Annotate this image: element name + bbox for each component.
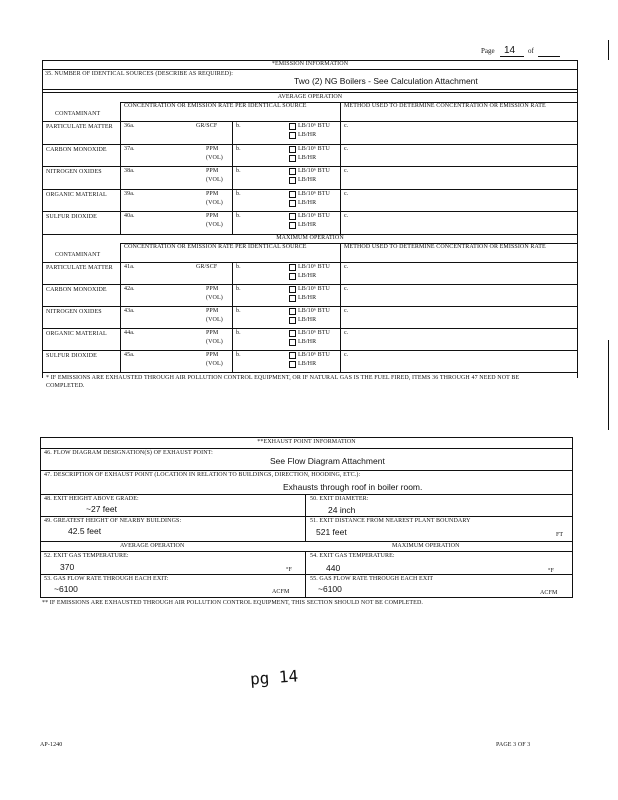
- q54-value[interactable]: 440: [326, 563, 341, 573]
- contaminant-name: ORGANIC MATERIAL: [46, 331, 107, 337]
- contaminant-name: CARBON MONOXIDE: [46, 287, 107, 293]
- col-contaminant: CONTAMINANT: [55, 111, 101, 117]
- lb-btu-label: LB/10⁶ BTU: [298, 168, 330, 175]
- item-number: 43a.: [124, 308, 135, 314]
- q51-value[interactable]: 521 feet: [316, 527, 347, 537]
- q49-value[interactable]: 42.5 feet: [68, 526, 102, 536]
- lb-btu-label: LB/10⁶ BTU: [298, 213, 330, 220]
- lb-hr-label: LB/HR: [298, 317, 317, 323]
- contaminant-name: SULFUR DIOXIDE: [46, 353, 97, 359]
- lb-hr-label: LB/HR: [298, 132, 317, 138]
- q54-label: 54. EXIT GAS TEMPERATURE:: [310, 553, 395, 559]
- q55-value[interactable]: ~6100: [318, 584, 342, 594]
- lb-hr-checkbox[interactable]: [289, 222, 296, 229]
- lb-btu-label: LB/10⁶ BTU: [298, 352, 330, 358]
- q53-value[interactable]: ~6100: [54, 584, 78, 594]
- col-rate: CONCENTRATION OR EMISSION RATE PER IDENTICAL SOURCE: [124, 103, 307, 109]
- c-label: c.: [344, 123, 349, 129]
- unit-primary: PPM: [206, 352, 219, 358]
- lb-btu-checkbox[interactable]: [289, 308, 296, 315]
- contaminant-name: CARBON MONOXIDE: [46, 146, 107, 153]
- lb-btu-checkbox[interactable]: [289, 168, 296, 175]
- item-number: 44a.: [124, 330, 135, 336]
- c-label: c.: [344, 352, 349, 358]
- unit-secondary: (VOL): [206, 154, 223, 161]
- contaminant-name: ORGANIC MATERIAL: [46, 191, 107, 198]
- unit-secondary: (VOL): [206, 177, 223, 184]
- unit-secondary: (VOL): [206, 361, 223, 367]
- emission-footnote: * IF EMISSIONS ARE EXHAUSTED THROUGH AIR POLLUTION CONTROL EQUIPMENT, OR IF NATURAL GAS IS THE FUEL FIRED, ITEMS 36 THROUGH 47 NEED NOT BE COMPLETED.: [46, 375, 520, 389]
- lb-btu-checkbox[interactable]: [289, 191, 296, 198]
- lb-btu-label: LB/10⁶ BTU: [298, 330, 330, 336]
- q35-value[interactable]: Two (2) NG Boilers - See Calculation Attachment: [294, 76, 478, 86]
- q55-label: 55. GAS FLOW RATE THROUGH EACH EXIT: [310, 576, 434, 582]
- page-number: 14: [504, 45, 516, 56]
- lb-btu-label: LB/10⁶ BTU: [298, 308, 330, 314]
- lb-hr-label: LB/HR: [298, 339, 317, 345]
- c-label: c.: [344, 264, 349, 270]
- q46-value[interactable]: See Flow Diagram Attachment: [270, 456, 385, 466]
- c-label: c.: [344, 286, 349, 292]
- unit-primary: PPM: [206, 308, 219, 314]
- exhaust-footnote: ** IF EMISSIONS ARE EXHAUSTED THROUGH AIR POLLUTION CONTROL EQUIPMENT, THIS SECTION SHOULD NOT BE COMPLETED.: [42, 600, 423, 606]
- item-number: 39a.: [124, 190, 135, 197]
- unit-primary: PPM: [206, 330, 219, 336]
- q47-value[interactable]: Exhausts through roof in boiler room.: [283, 482, 423, 492]
- lb-hr-checkbox[interactable]: [289, 273, 296, 280]
- lb-hr-checkbox[interactable]: [289, 177, 296, 184]
- lb-hr-label: LB/HR: [298, 154, 317, 161]
- item-number: 36a.: [124, 123, 135, 129]
- lb-hr-checkbox[interactable]: [289, 361, 296, 368]
- b-label: b.: [236, 352, 241, 358]
- c-label: c.: [344, 145, 349, 152]
- lb-hr-label: LB/HR: [298, 295, 317, 301]
- lb-btu-label: LB/10⁶ BTU: [298, 264, 330, 270]
- unit-primary: PPM: [206, 190, 219, 197]
- col-rate-max: CONCENTRATION OR EMISSION RATE PER IDENTICAL SOURCE: [124, 244, 307, 250]
- unit-primary: PPM: [206, 168, 219, 175]
- lb-hr-label: LB/HR: [298, 361, 317, 367]
- lb-hr-label: LB/HR: [298, 199, 317, 206]
- item-number: 45a.: [124, 352, 135, 358]
- lb-hr-checkbox[interactable]: [289, 295, 296, 302]
- q52-value[interactable]: 370: [60, 562, 75, 572]
- unit-secondary: (VOL): [206, 199, 223, 206]
- q51-label: 51. EXIT DISTANCE FROM NEAREST PLANT BOUNDARY: [310, 518, 471, 524]
- lb-btu-checkbox[interactable]: [289, 123, 296, 130]
- q47-label: 47. DESCRIPTION OF EXHAUST POINT (LOCATION IN RELATION TO BUILDINGS, DIRECTION, HOODING, ETC.):: [44, 472, 361, 478]
- emission-title: *EMISSION INFORMATION: [271, 61, 349, 67]
- q49-label: 49. GREATEST HEIGHT OF NEARBY BUILDINGS:: [44, 518, 182, 524]
- lb-hr-checkbox[interactable]: [289, 317, 296, 324]
- contaminant-name: PARTICULATE MATTER: [46, 265, 113, 271]
- exhaust-avg-title: AVERAGE OPERATION: [120, 543, 185, 549]
- lb-hr-checkbox[interactable]: [289, 339, 296, 346]
- q54-unit: °F: [548, 568, 554, 574]
- c-label: c.: [344, 213, 349, 220]
- b-label: b.: [236, 123, 241, 129]
- col-contaminant-max: CONTAMINANT: [55, 252, 101, 258]
- item-number: 41a.: [124, 264, 135, 270]
- contaminant-name: NITROGEN OXIDES: [46, 309, 102, 315]
- page-of: PAGE 3 OF 3: [496, 742, 531, 748]
- b-label: b.: [236, 330, 241, 336]
- unit-primary: GR/SCF: [196, 123, 218, 129]
- c-label: c.: [344, 190, 349, 197]
- col-method-max: METHOD USED TO DETERMINE CONCENTRATION OR EMISSION RATE: [344, 244, 546, 250]
- handwritten-page-note: pg 14: [249, 666, 299, 689]
- b-label: b.: [236, 190, 241, 197]
- q46-label: 46. FLOW DIAGRAM DESIGNATION(S) OF EXHAUST POINT:: [44, 450, 213, 456]
- of-label: of: [528, 47, 534, 55]
- unit-primary: GR/SCF: [196, 264, 218, 270]
- lb-hr-label: LB/HR: [298, 177, 317, 184]
- exhaust-max-title: MAXIMUM OPERATION: [392, 543, 460, 549]
- q35-label: 35. NUMBER OF IDENTICAL SOURCES (DESCRIBE AS REQUIRED):: [45, 71, 233, 77]
- q48-label: 48. EXIT HEIGHT ABOVE GRADE:: [44, 496, 139, 502]
- lb-btu-checkbox[interactable]: [289, 330, 296, 337]
- page-label: Page: [481, 47, 495, 55]
- unit-primary: PPM: [206, 213, 219, 220]
- unit-primary: PPM: [206, 286, 219, 292]
- lb-hr-label: LB/HR: [298, 273, 317, 279]
- unit-secondary: (VOL): [206, 222, 223, 229]
- item-number: 38a.: [124, 168, 135, 175]
- b-label: b.: [236, 264, 241, 270]
- q52-label: 52. EXIT GAS TEMPERATURE:: [44, 553, 129, 559]
- q51-unit: FT: [556, 532, 564, 538]
- b-label: b.: [236, 213, 241, 220]
- b-label: b.: [236, 286, 241, 292]
- unit-secondary: (VOL): [206, 317, 223, 323]
- lb-btu-label: LB/10⁶ BTU: [298, 145, 330, 152]
- q52-unit: °F: [286, 567, 292, 573]
- q50-value[interactable]: 24 inch: [328, 505, 356, 515]
- q53-label: 53. GAS FLOW RATE THROUGH EACH EXIT:: [44, 576, 169, 582]
- form-id: AP-1240: [40, 742, 63, 748]
- lb-btu-checkbox[interactable]: [289, 213, 296, 220]
- lb-btu-label: LB/10⁶ BTU: [298, 123, 330, 129]
- c-label: c.: [344, 330, 349, 336]
- lb-hr-checkbox[interactable]: [289, 155, 296, 162]
- item-number: 37a.: [124, 145, 135, 152]
- contaminant-name: PARTICULATE MATTER: [46, 124, 113, 130]
- lb-btu-checkbox[interactable]: [289, 146, 296, 153]
- b-label: b.: [236, 308, 241, 314]
- q53-unit: ACFM: [272, 589, 290, 595]
- item-number: 40a.: [124, 213, 135, 220]
- contaminant-name: NITROGEN OXIDES: [46, 169, 102, 176]
- q48-value[interactable]: ~27 feet: [86, 504, 117, 514]
- lb-btu-label: LB/10⁶ BTU: [298, 286, 330, 292]
- unit-primary: PPM: [206, 145, 219, 152]
- item-number: 42a.: [124, 286, 135, 292]
- unit-secondary: (VOL): [206, 295, 223, 301]
- c-label: c.: [344, 308, 349, 314]
- lb-hr-checkbox[interactable]: [289, 132, 296, 139]
- b-label: b.: [236, 168, 241, 175]
- unit-secondary: (VOL): [206, 339, 223, 345]
- contaminant-name: SULFUR DIOXIDE: [46, 214, 97, 221]
- lb-hr-checkbox[interactable]: [289, 200, 296, 207]
- lb-btu-checkbox[interactable]: [289, 352, 296, 359]
- q55-unit: ACFM: [540, 590, 558, 596]
- b-label: b.: [236, 145, 241, 152]
- lb-btu-checkbox[interactable]: [289, 286, 296, 293]
- max-operation-title: MAXIMUM OPERATION: [276, 235, 344, 241]
- q50-label: 50. EXIT DIAMETER:: [310, 496, 369, 502]
- avg-operation-title: AVERAGE OPERATION: [277, 94, 343, 100]
- c-label: c.: [344, 168, 349, 175]
- lb-btu-label: LB/10⁶ BTU: [298, 190, 330, 197]
- lb-btu-checkbox[interactable]: [289, 264, 296, 271]
- col-method: METHOD USED TO DETERMINE CONCENTRATION OR EMISSION RATE: [344, 103, 546, 109]
- exhaust-title: **EXHAUST POINT INFORMATION: [257, 439, 356, 445]
- lb-hr-label: LB/HR: [298, 222, 317, 229]
